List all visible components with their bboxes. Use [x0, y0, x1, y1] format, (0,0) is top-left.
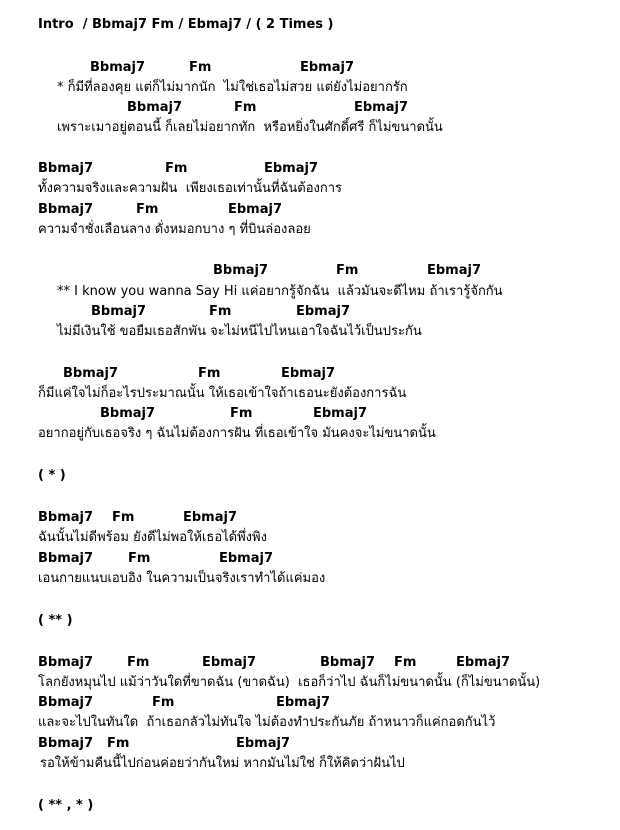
chord-label: Ebmaj7 — [281, 366, 336, 381]
lyric-line: เพราะเมาอยู่ตอนนี้ ก็เลยไม่อยากทัก หรือหยิ่งในศักดิ์ศรี ก็ไม่ขนาดนั้น — [57, 120, 443, 135]
chord-label: Ebmaj7 — [264, 161, 319, 176]
section-marker: ( * ) — [38, 468, 66, 483]
chord-label: Fm — [127, 655, 150, 670]
chord-label: Ebmaj7 — [300, 60, 355, 75]
chord-label: Bbmaj7 — [91, 304, 147, 319]
lyric-line: รอให้ข้ามคืนนี้ไปก่อนค่อยว่ากันใหม่ หากมันไม่ใช่ ก็ให้คิดว่าฝันไป — [40, 756, 405, 771]
chord-label: Fm — [128, 551, 151, 566]
chord-label: Fm — [209, 304, 232, 319]
lyric-line: ฉันนั้นไม่ดีพร้อม ยังดีไม่พอให้เธอได้พึ่งพิง — [38, 530, 267, 545]
chord-label: Fm — [152, 695, 175, 710]
chord-label: Fm — [394, 655, 417, 670]
chord-label: Fm — [189, 60, 212, 75]
chord-label: Bbmaj7 — [38, 736, 94, 751]
chord-label: Ebmaj7 — [228, 202, 283, 217]
chord-label: Bbmaj7 — [63, 366, 119, 381]
chord-label: Bbmaj7 — [213, 263, 269, 278]
chord-label: Ebmaj7 — [276, 695, 331, 710]
chord-label: Fm — [230, 406, 253, 421]
lyric-line: ทั้งความจริงและความฝัน เพียงเธอเท่านั้นที่ฉันต้องการ — [38, 181, 343, 196]
chord-label: Bbmaj7 — [38, 161, 94, 176]
chord-label: Ebmaj7 — [236, 736, 291, 751]
chord-label: Ebmaj7 — [183, 510, 238, 525]
chord-label: Fm — [165, 161, 188, 176]
chord-label: Fm — [112, 510, 135, 525]
chord-label: Fm — [234, 100, 257, 115]
chord-label: Bbmaj7 — [38, 551, 94, 566]
chord-label: Fm — [336, 263, 359, 278]
chord-label: Ebmaj7 — [296, 304, 351, 319]
lyric-line: เอนกายแนบเอบอิง ในความเป็นจริงเราทำได้แค่มอง — [38, 571, 326, 586]
chord-label: Ebmaj7 — [354, 100, 409, 115]
lyric-line: อยากอยู่กับเธอจริง ๆ ฉันไม่ต้องการฝัน ที่เธอเข้าใจ มันคงจะไม่ขนาดนั้น — [38, 426, 436, 441]
chord-label: Fm — [198, 366, 221, 381]
section-marker: ( ** , * ) — [38, 798, 94, 813]
chord-label: Ebmaj7 — [202, 655, 257, 670]
lyric-line: โลกยังหมุนไป แม้ว่าวันใดที่ขาดฉัน (ขาดฉัน) เธอก็ว่าไป ฉันก็ไม่ขนาดนั้น (ก็ไม่ขนาดนั้น) — [38, 675, 541, 690]
chord-label: Bbmaj7 — [90, 60, 146, 75]
lyric-line: ไม่มีเงินใช้ ขอยืมเธอสักพัน จะไม่หนีไปไหนเอาใจฉันไว้เป็นประกัน — [57, 324, 422, 339]
chord-label: Ebmaj7 — [456, 655, 511, 670]
intro-line: Intro / Bbmaj7 Fm / Ebmaj7 / ( 2 Times ) — [38, 17, 334, 32]
chord-label: Bbmaj7 — [38, 202, 94, 217]
chord-label: Fm — [136, 202, 159, 217]
chord-label: Bbmaj7 — [38, 655, 94, 670]
lyric-line: ความจำชั่งเลือนลาง ดั่งหมอกบาง ๆ ที่บินล่องลอย — [38, 222, 311, 237]
lyric-line: * ก็มีที่ลองคุย แต่ก็ไม่มากนัก ไม่ใช่เธอไม่สวย แต่ยังไม่อยากรัก — [57, 80, 408, 95]
lyric-line: และจะไปในทันใด ถ้าเธอกลัวไม่ทันใจ ไม่ต้องทำประกันภัย ถ้าหนาวก็แค่กอดกันไว้ — [38, 715, 496, 730]
chord-label: Bbmaj7 — [38, 695, 94, 710]
chord-label: Bbmaj7 — [127, 100, 183, 115]
chord-label: Fm — [107, 736, 130, 751]
section-marker: ( ** ) — [38, 613, 73, 628]
chord-label: Ebmaj7 — [427, 263, 482, 278]
chord-label: Ebmaj7 — [219, 551, 274, 566]
chord-label: Bbmaj7 — [38, 510, 94, 525]
chord-label: Bbmaj7 — [100, 406, 156, 421]
chord-label: Bbmaj7 — [320, 655, 376, 670]
chord-label: Ebmaj7 — [313, 406, 368, 421]
lyric-line: ก็มีแค่ใจไม่ก็อะไรประมาณนั้น ให้เธอเข้าใจถ้าเธอนะยังต้องการฉัน — [38, 386, 407, 401]
lyric-line: ** I know you wanna Say Hi แค่อยากรู้จักฉัน แล้วมันจะดีไหม ถ้าเรารู้จักกัน — [57, 284, 503, 299]
